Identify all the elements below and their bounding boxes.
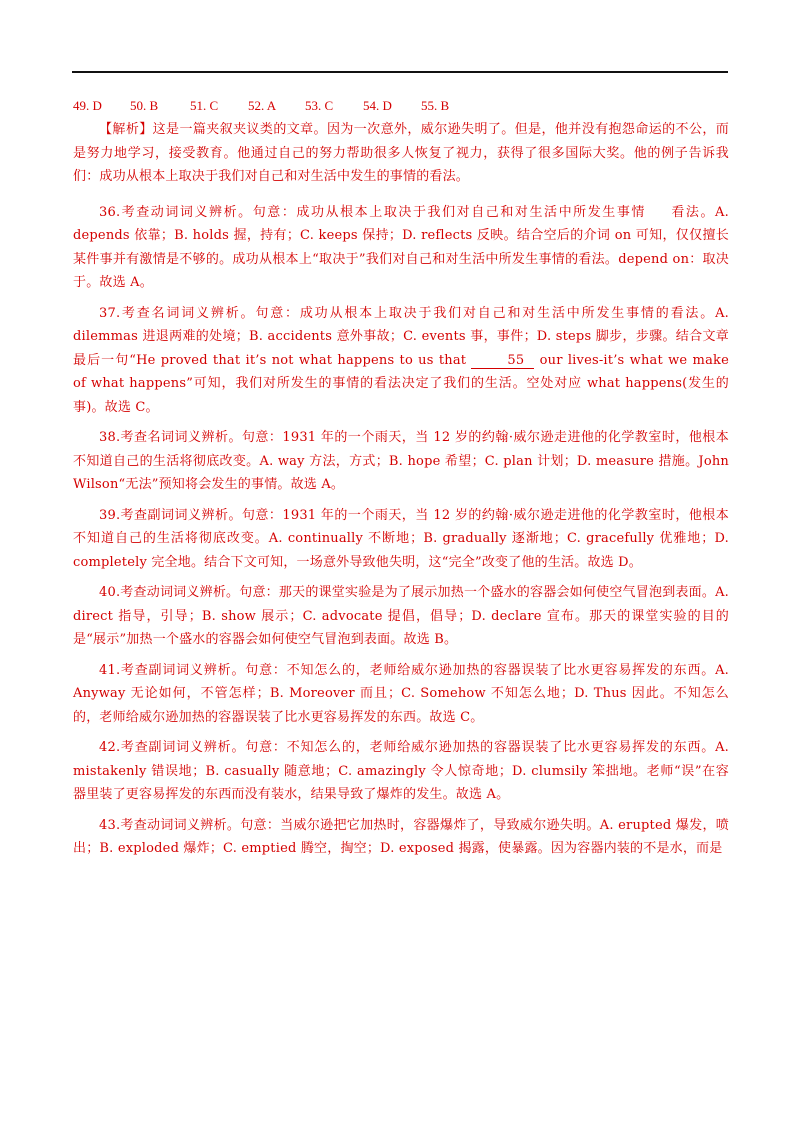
explanation-42: 42.考查副词词义辨析。句意：不知怎么的，老师给威尔逊加热的容器误装了比水更容易挥发的东西。A. mistakenly 错误地；B. casually 随意地；C. amazingly 令人惊奇地；D. clumsily 笨拙地。老师“误”在容器里装了更容易挥发的东西而没有装水，结果导致了爆炸的发生。故选 A。	[73, 740, 729, 802]
answer-55: 55. B	[421, 98, 450, 113]
answer-explanation	[73, 94, 729, 868]
explanation-43: 43.考查动词词义辨析。句意：当威尔逊把它加热时，容器爆炸了，导致威尔逊失明。A. erupted 爆发，喷出；B. exploded 爆炸；C. emptied 腾空，掏空；D. exposed 揭露，使暴露。因为容器内装的不是水，而是	[73, 817, 729, 856]
answer-49: 49. D	[73, 98, 102, 113]
analysis-tag: 【解析】	[99, 122, 153, 137]
analysis-text: 这是一篇夹叙夹议类的文章。因为一次意外，威尔逊失明了。但是，他并没有抱怨命运的不公，而是努力地学习，接受教育。他通过自己的努力帮助很多人恢复了视力，获得了很多国际大奖。他的例子告诉我们：成功从根本上取决于我们对自己和对生活中发生的事情的看法。	[73, 122, 729, 184]
explanation-40: 40.考查动词词义辨析。句意：那天的课堂实验是为了展示加热一个盛水的容器会如何使空气冒泡到表面。A. direct 指导，引导；B. show 展示；C. advocate 提倡，倡导；D. declare 宣布。那天的课堂实验的目的是“展示”加热一个盛水的容器会如何使空气冒泡到表面。故选 B。	[73, 585, 729, 647]
explanation-41: 41.考查副词词义辨析。句意：不知怎么的，老师给威尔逊加热的容器误装了比水更容易挥发的东西。A. Anyway 无论如何，不管怎样；B. Moreover 而且；C. Somehow 不知怎么地；D. Thus 因此。不知怎么的，老师给威尔逊加热的容器误装了比水更容易挥发的东西。故选 C。	[73, 662, 729, 725]
header-rule	[72, 71, 728, 73]
answer-50: 50. B	[130, 98, 159, 113]
answer-52: 52. A	[248, 98, 277, 113]
explanation-36-part1: 36.考查动词词义辨析。句意：成功从根本上取决于我们对自己和对生活中所发生事情	[99, 204, 646, 220]
analysis-paragraph	[73, 118, 729, 189]
explanation-38: 38.考查名词词义辨析。句意：1931 年的一个雨天，当 12 岁的约翰·威尔逊走进他的化学教室时，他根本不知道自己的生活将彻底改变。A. way 方法，方式；B. hope 希望；C. plan 计划；D. measure 措施。John Wilson“无法”预知将会发生的事情。故选 A。	[73, 430, 729, 492]
explanation-37	[73, 302, 729, 420]
answer-key-row	[73, 94, 729, 118]
answer-53: 53. C	[305, 98, 334, 113]
explanation-37-part1: 37.考查名词词义辨析。句意：成功从根本上取决于我们对自己和对生活中所发生事情的看法。A. dilemmas 进退两难的处境；B. accidents 意外事故；C. events 事，事件；D. steps 脚步，步骤。结合文章最后一句“He proved that it’s not what happens to us that	[73, 305, 729, 368]
answer-54: 54. D	[363, 98, 392, 113]
explanation-39: 39.考查副词词义辨析。句意：1931 年的一个雨天，当 12 岁的约翰·威尔逊走进他的化学教室时，他根本不知道自己的生活将彻底改变。A. continually 不断地；B. gradually 逐渐地；C. gracefully 优雅地；D. completely 完全地。结合下文可知，一场意外导致他失明，这“完全”改变了他的生活。故选 D。	[73, 507, 729, 570]
blank-55: 55	[471, 354, 534, 369]
explanation-36	[73, 201, 729, 295]
explanation-37-part2: our lives-it’s what we make of what happens”可知，我们对所发生的事情的看法决定了我们的生活。空处对应 what happens(发生的事)。故选 C。	[73, 352, 729, 415]
answer-51: 51. C	[190, 98, 219, 113]
explanation-36-part2: 看法。A. depends 依靠；B. holds 握，持有；C. keeps 保持；D. reflects 反映。结合空后的介词 on 可知，仅仅擅长某件事并有激情是不够的。成功从根本上“取决于”我们对自己和对生活中所发生事情的看法。depend on：取决于。故选 A。	[73, 204, 729, 290]
